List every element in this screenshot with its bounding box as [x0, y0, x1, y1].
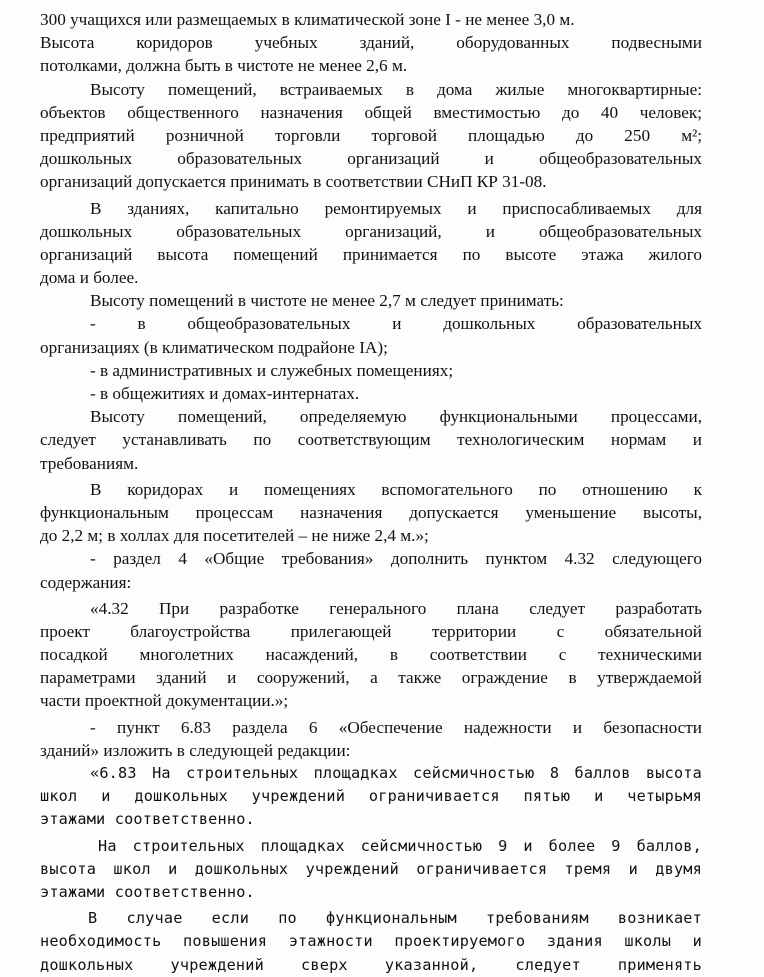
- text-line: В зданиях, капитально ремонтируемых и приспосабливаемых для: [90, 198, 702, 218]
- text-line: следует устанавливать по соответствующим технологическим нормам и: [40, 430, 702, 450]
- text-line: организаций высота помещений принимается по высоте этажа жилого: [40, 244, 702, 264]
- text-line: организаций допускается принимать в соответствии СНиП КР 31-08.: [40, 172, 547, 192]
- text-line: потолками, должна быть в чистоте не менее 2,6 м.: [40, 56, 408, 76]
- text-line: дошкольных учреждений сверх указанной, следует применять: [40, 955, 702, 974]
- text-line: дошкольных образовательных организаций, и общеобразовательных: [40, 221, 702, 241]
- text-line: предприятий розничной торговли торговой площадью до 250 м²;: [40, 125, 702, 145]
- text-line: организациях (в климатическом подрайоне IA);: [40, 337, 388, 357]
- text-line: посадкой многолетних насаждений, в соответствии с техническими: [40, 645, 702, 665]
- text-line: - в административных и служебных помещениях;: [90, 360, 454, 380]
- text-line: содержания:: [40, 572, 132, 592]
- text-line: необходимость повышения этажности проектируемого здания школы и: [40, 932, 702, 951]
- text-line: функциональным процессам назначения допускается уменьшение высоты,: [40, 502, 702, 522]
- text-line: Высоту помещений, определяемую функциональными процессами,: [90, 407, 702, 427]
- text-line: - раздел 4 «Общие требования» дополнить пунктом 4.32 следующего: [90, 549, 702, 569]
- text-line: - в общежитиях и домах-интернатах.: [90, 384, 360, 403]
- text-line: параметрами зданий и сооружений, а также ограждение в утверждаемой: [40, 668, 702, 688]
- text-line: этажами соответственно.: [40, 810, 255, 829]
- text-line: зданий» изложить в следующей редакции:: [40, 740, 351, 760]
- text-line: - в общеобразовательных и дошкольных образовательных: [90, 314, 702, 334]
- text-line: части проектной документации.»;: [40, 691, 289, 711]
- text-line: Высоту помещений, встраиваемых в дома жилые многоквартирные:: [90, 79, 702, 99]
- text-line: В коридорах и помещениях вспомогательного по отношению к: [90, 479, 702, 499]
- text-line: высота школ и дошкольных учреждений ограничивается тремя и двумя: [40, 859, 702, 878]
- text-line: В случае если по функциональным требованиям возникает: [88, 909, 702, 928]
- text-line: проект благоустройства прилегающей территории с обязательной: [40, 621, 702, 641]
- text-line: требованиям.: [40, 453, 139, 473]
- text-line: до 2,2 м; в холлах для посетителей – не ниже 2,4 м.»;: [40, 526, 429, 546]
- text-line: Высоту помещений в чистоте не менее 2,7 м следует принимать:: [90, 291, 564, 311]
- text-line: дошкольных образовательных организаций и общеобразовательных: [40, 149, 702, 169]
- text-line: дома и более.: [40, 268, 139, 288]
- text-line: объектов общественного назначения общей вместимостью до 40 человек;: [40, 102, 702, 122]
- text-line: этажами соответственно.: [40, 882, 255, 901]
- text-line: Высота коридоров учебных зданий, оборудованных подвесными: [40, 33, 702, 53]
- text-line: школ и дошкольных учреждений ограничивается пятью и четырьмя: [40, 787, 702, 806]
- text-line: - пункт 6.83 раздела 6 «Обеспечение надежности и безопасности: [90, 717, 702, 737]
- text-line: На строительных площадках сейсмичностью 9 и более 9 баллов,: [98, 836, 702, 855]
- text-line: «4.32 При разработке генерального плана следует разработать: [90, 598, 702, 618]
- text-line: 300 учащихся или размещаемых в климатической зоне I - не менее 3,0 м.: [40, 10, 575, 29]
- text-line: «6.83 На строительных площадках сейсмичностью 8 баллов высота: [90, 764, 702, 782]
